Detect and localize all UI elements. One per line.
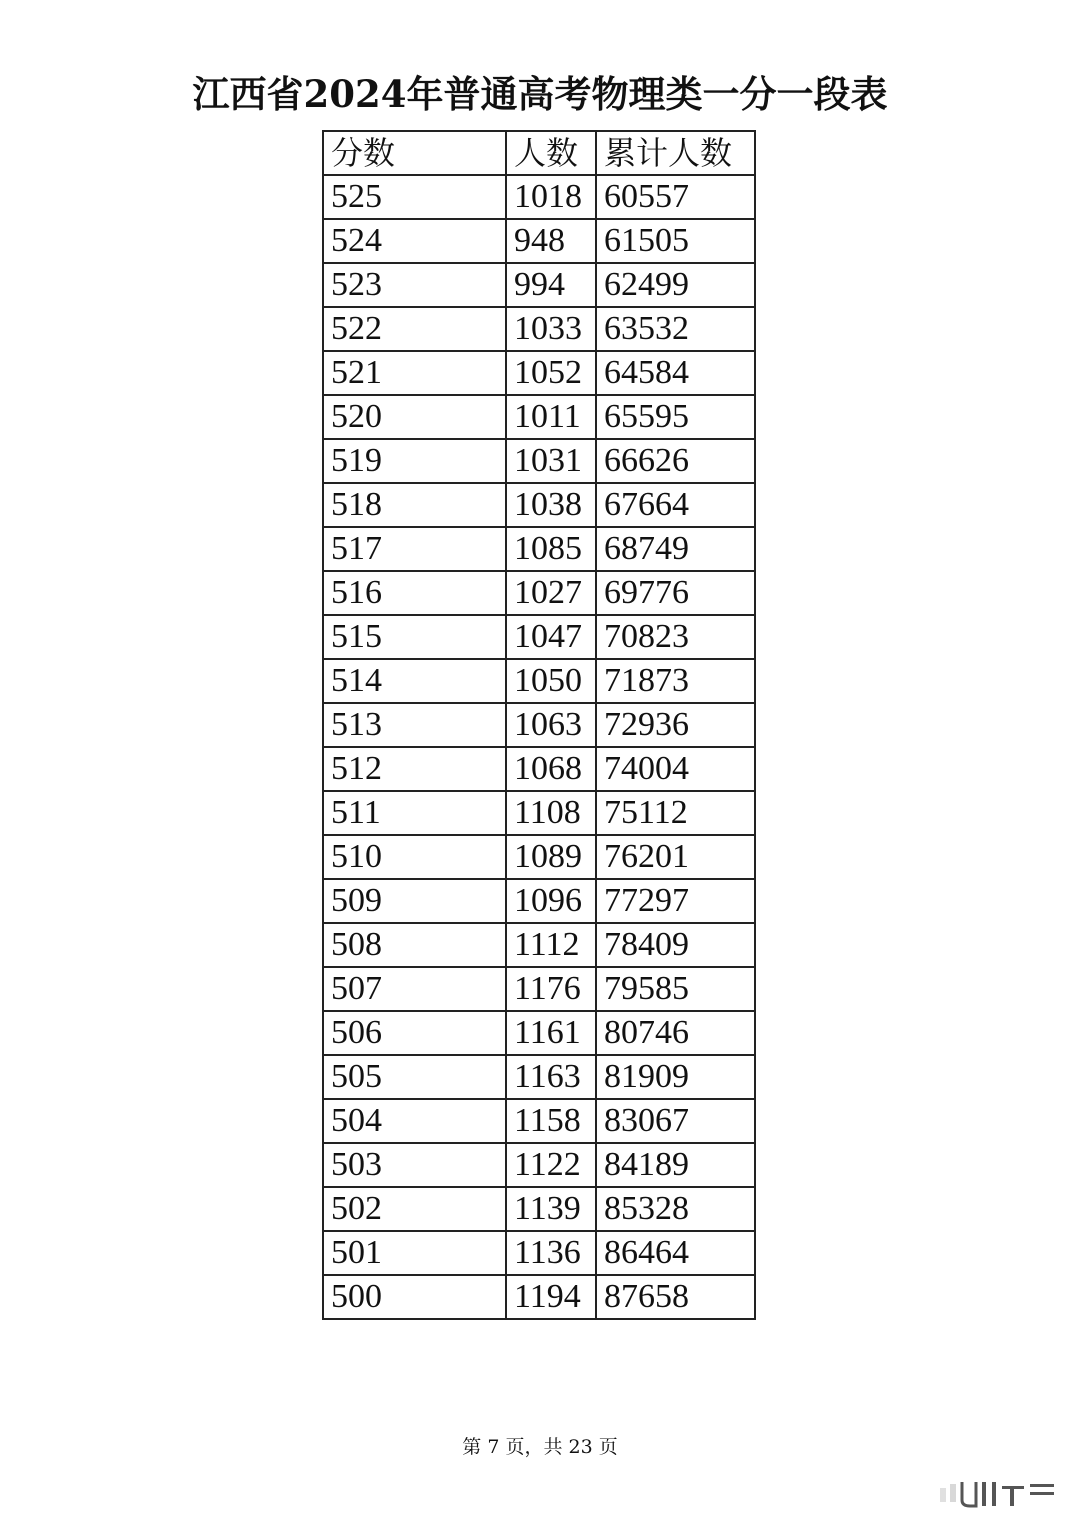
- table-row: [323, 1275, 755, 1319]
- cell-cumulative: 69776: [596, 571, 755, 615]
- cell-count: 1011: [506, 395, 596, 439]
- cell-cumulative: 64584: [596, 351, 755, 395]
- page-footer: 第 7 页，共 23 页: [462, 1436, 618, 1458]
- cell-count: 1122: [506, 1143, 596, 1187]
- header-count: 人数: [506, 131, 596, 175]
- cell-count: 1033: [506, 307, 596, 351]
- header-score: 分数: [323, 131, 506, 175]
- page-title: 江西省2024年普通高考物理类一分一段表: [192, 72, 888, 116]
- cell-cumulative: 70823: [596, 615, 755, 659]
- app-watermark-icon: [940, 1476, 1060, 1510]
- cell-score: 524: [323, 219, 506, 263]
- cell-count: 1052: [506, 351, 596, 395]
- table-row: [323, 1099, 755, 1143]
- cell-score: 509: [323, 879, 506, 923]
- table-row: [323, 1143, 755, 1187]
- table-row: [323, 835, 755, 879]
- table-row: [323, 571, 755, 615]
- cell-score: 506: [323, 1011, 506, 1055]
- cell-score: 520: [323, 395, 506, 439]
- cell-count: 1176: [506, 967, 596, 1011]
- cell-cumulative: 75112: [596, 791, 755, 835]
- cell-count: 1068: [506, 747, 596, 791]
- cell-cumulative: 63532: [596, 307, 755, 351]
- table-row: [323, 659, 755, 703]
- cell-cumulative: 81909: [596, 1055, 755, 1099]
- table-row: [323, 967, 755, 1011]
- cell-cumulative: 80746: [596, 1011, 755, 1055]
- cell-cumulative: 67664: [596, 483, 755, 527]
- cell-count: 1038: [506, 483, 596, 527]
- cell-count: 1018: [506, 175, 596, 219]
- cell-count: 1194: [506, 1275, 596, 1319]
- cell-score: 508: [323, 923, 506, 967]
- cell-score: 503: [323, 1143, 506, 1187]
- cell-cumulative: 77297: [596, 879, 755, 923]
- cell-count: 1161: [506, 1011, 596, 1055]
- cell-cumulative: 86464: [596, 1231, 755, 1275]
- cell-cumulative: 76201: [596, 835, 755, 879]
- table-row: [323, 175, 755, 219]
- table-row: [323, 395, 755, 439]
- table-row: [323, 747, 755, 791]
- table-row: [323, 615, 755, 659]
- cell-score: 516: [323, 571, 506, 615]
- cell-cumulative: 60557: [596, 175, 755, 219]
- cell-score: 525: [323, 175, 506, 219]
- cell-score: 518: [323, 483, 506, 527]
- table-row: [323, 1055, 755, 1099]
- cell-score: 504: [323, 1099, 506, 1143]
- cell-cumulative: 65595: [596, 395, 755, 439]
- cell-cumulative: 85328: [596, 1187, 755, 1231]
- cell-score: 512: [323, 747, 506, 791]
- cell-score: 507: [323, 967, 506, 1011]
- table-row: [323, 923, 755, 967]
- cell-count: 1136: [506, 1231, 596, 1275]
- table-row: [323, 219, 755, 263]
- table-row: [323, 1187, 755, 1231]
- cell-score: 514: [323, 659, 506, 703]
- cell-count: 1139: [506, 1187, 596, 1231]
- table-row: [323, 527, 755, 571]
- cell-cumulative: 83067: [596, 1099, 755, 1143]
- cell-count: 1085: [506, 527, 596, 571]
- cell-score: 511: [323, 791, 506, 835]
- cell-cumulative: 68749: [596, 527, 755, 571]
- cell-score: 513: [323, 703, 506, 747]
- cell-count: 948: [506, 219, 596, 263]
- cell-count: 1108: [506, 791, 596, 835]
- table-row: [323, 263, 755, 307]
- cell-score: 517: [323, 527, 506, 571]
- cell-cumulative: 62499: [596, 263, 755, 307]
- table-row: [323, 1231, 755, 1275]
- cell-score: 500: [323, 1275, 506, 1319]
- header-cumulative: 累计人数: [596, 131, 755, 175]
- cell-cumulative: 74004: [596, 747, 755, 791]
- table-row: [323, 483, 755, 527]
- cell-cumulative: 84189: [596, 1143, 755, 1187]
- cell-count: 1158: [506, 1099, 596, 1143]
- cell-score: 510: [323, 835, 506, 879]
- table-row: [323, 879, 755, 923]
- table-row: [323, 791, 755, 835]
- cell-count: 1050: [506, 659, 596, 703]
- cell-count: 1096: [506, 879, 596, 923]
- cell-score: 515: [323, 615, 506, 659]
- cell-cumulative: 87658: [596, 1275, 755, 1319]
- cell-count: 1027: [506, 571, 596, 615]
- cell-count: 1089: [506, 835, 596, 879]
- cell-score: 501: [323, 1231, 506, 1275]
- table-row: [323, 1011, 755, 1055]
- cell-score: 521: [323, 351, 506, 395]
- table-row: [323, 439, 755, 483]
- cell-cumulative: 72936: [596, 703, 755, 747]
- table-row: [323, 703, 755, 747]
- cell-count: 1047: [506, 615, 596, 659]
- cell-cumulative: 71873: [596, 659, 755, 703]
- cell-count: 1063: [506, 703, 596, 747]
- table-row: [323, 307, 755, 351]
- score-distribution-table: [322, 130, 756, 1320]
- cell-count: 1163: [506, 1055, 596, 1099]
- cell-score: 502: [323, 1187, 506, 1231]
- table-row: [323, 351, 755, 395]
- cell-count: 1112: [506, 923, 596, 967]
- cell-cumulative: 61505: [596, 219, 755, 263]
- cell-score: 505: [323, 1055, 506, 1099]
- cell-score: 522: [323, 307, 506, 351]
- cell-cumulative: 79585: [596, 967, 755, 1011]
- cell-cumulative: 66626: [596, 439, 755, 483]
- cell-cumulative: 78409: [596, 923, 755, 967]
- cell-count: 1031: [506, 439, 596, 483]
- cell-score: 519: [323, 439, 506, 483]
- cell-count: 994: [506, 263, 596, 307]
- table-header-row: [323, 131, 755, 175]
- cell-score: 523: [323, 263, 506, 307]
